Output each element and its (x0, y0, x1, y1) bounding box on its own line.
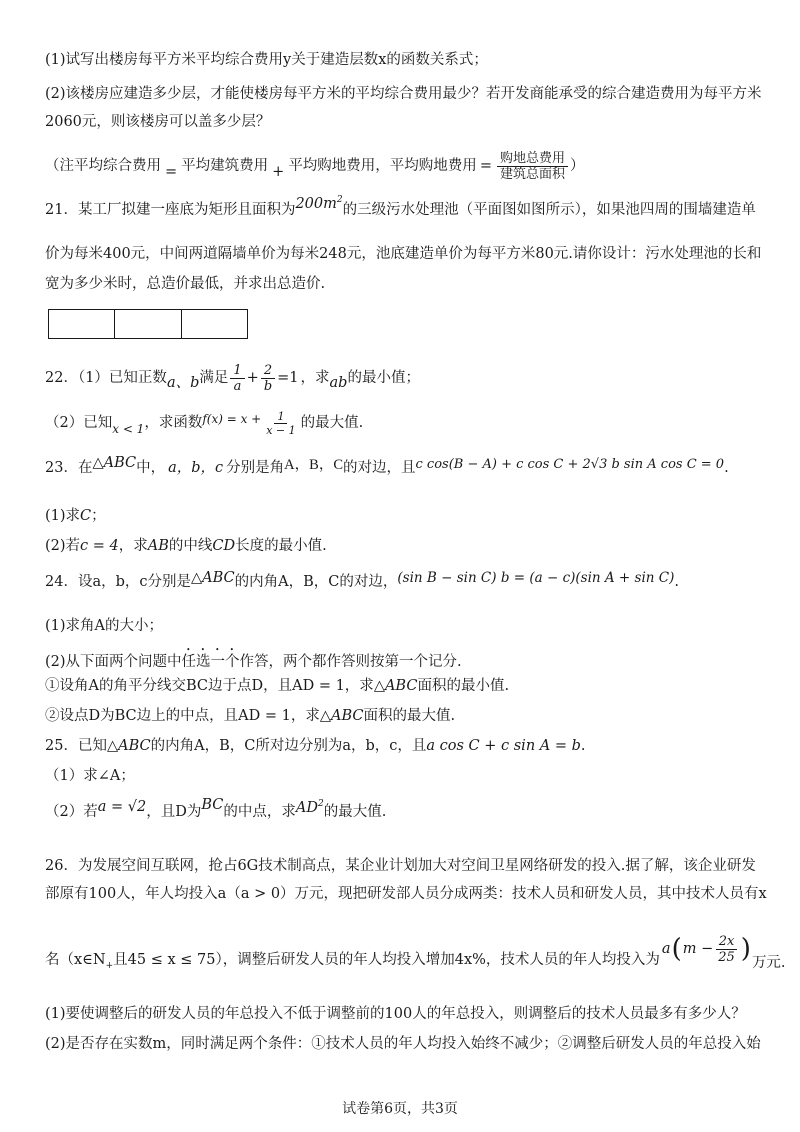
q26-line2: 部原有100人，年人均投入a（a > 0）万元，现把研发部人员分成两类：技术人员和研发人员，其中技术人员有x (45, 886, 767, 902)
page-footer: 试卷第6页，共3页 (342, 1101, 458, 1117)
q25-part2: （2）若a = √2，且D为BC的中点，求$AD^2$的最大值. (45, 797, 387, 820)
q23-part1: (1)求C； (45, 508, 106, 524)
tank-chamber (181, 310, 247, 338)
q24-option1: ①设角A的角平分线交BC边于点D，且AD = 1，求△ABC面积的最小值. (45, 678, 510, 694)
q21-line3: 宽为多少米时，总造价最低，并求出总造价. (45, 276, 326, 292)
q26-line3: 名（$x\in N_+$且45 ≤ x ≤ 75），调整后研发人员的年人均投入增加4x%，技术人员的年人均投入为 a ( m − $\frac{2x}{25}$ ) 万元. (45, 933, 786, 971)
tank-floor-plan-diagram (48, 309, 248, 339)
q25-part1: （1）求∠A； (45, 768, 135, 784)
q24-part2: (2)从下面两个问题中任选一个作答，两个都作答则按第一个记分. (45, 654, 462, 670)
q21-line2: 价为每米400元，中间两道隔墙单价为每米248元，池底建造单价为每平方米80元.请你设计：污水处理池的长和 (45, 246, 762, 262)
purchase-cost-fraction: $\frac{\text{购地总费用}}{\text{建筑总面积}}$ (497, 151, 568, 182)
q21-line1: 21．某工厂拟建一座底为矩形且面积为$200m^2$的三级污水处理池（平面图如图所示），如果池四周的围墙建造单 (45, 195, 756, 218)
q23-statement: 23．在△ABC中， a，b，c 分别是角A，B，C的对边，且c cos(B − A) + c cos C + 2√3 b sin A cos C = 0. (45, 455, 729, 476)
q20-part2-cont: 2060元，则该楼房可以盖多少层？ (45, 114, 271, 130)
q25-statement: 25．已知△ABC的内角A，B，C所对边分别为a，b，c，且a cos C + c sin A = b. (45, 738, 586, 754)
tank-chamber (114, 310, 180, 338)
tech-investment-expression: a ( m − $\frac{2x}{25}$ ) (661, 933, 751, 965)
q24-option2: ②设点D为BC边上的中点，且AD = 1，求△ABC面积的最大值. (45, 708, 456, 724)
q22-part1: 22．（1）已知正数 a、b 满足 $\frac{1}{a}$ + $\frac{2}{b}$ =1 ，求 ab 的最小值； (45, 362, 420, 394)
q24-part1: (1)求角A的大小； (45, 618, 164, 634)
q20-part1: (1)试写出楼房每平方米平均综合费用y关于建造层数x的函数关系式； (45, 52, 488, 68)
q20-part2: (2)该楼房应建造多少层，才能使楼房每平方米的平均综合费用最少？若开发商能承受的综合建造费用为每平方米 (45, 86, 762, 102)
q22-part2: （2）已知 x < 1 ，求函数 f(x) = x + $\frac{1}{x - 1}$ 的最大值. (45, 409, 364, 437)
q24-statement: 24．设a，b，c分别是△ABC的内角A，B，C的对边，(sin B − sin C) b = (a − c)(sin A + sin C). (45, 570, 679, 590)
q26-line1: 26．为发展空间互联网，抢占6G技术制高点，某企业计划加大对空间卫星网络研发的投入.据了解，该企业研发 (45, 858, 756, 874)
q26-part1: (1)要使调整后的研发人员的年总投入不低于调整前的100人的年总投入，则调整后的技术人员最多有多少人？ (45, 1006, 746, 1022)
q23-part2: (2)若c = 4，求AB的中线CD长度的最小值. (45, 538, 327, 554)
tank-chamber (49, 310, 114, 338)
emphasis-dots: 任选一个 (181, 654, 240, 670)
q26-part2: (2)是否存在实数m，同时满足两个条件：①技术人员的年人均投入始终不减少；②调整后研发人员的年总投入始 (45, 1036, 761, 1052)
q20-note: （注平均综合费用 = 平均建筑费用 + 平均购地费用，平均购地费用 = $\frac{\text{购地总费用}}{\text{建筑总面积}}$ ） (45, 150, 585, 182)
